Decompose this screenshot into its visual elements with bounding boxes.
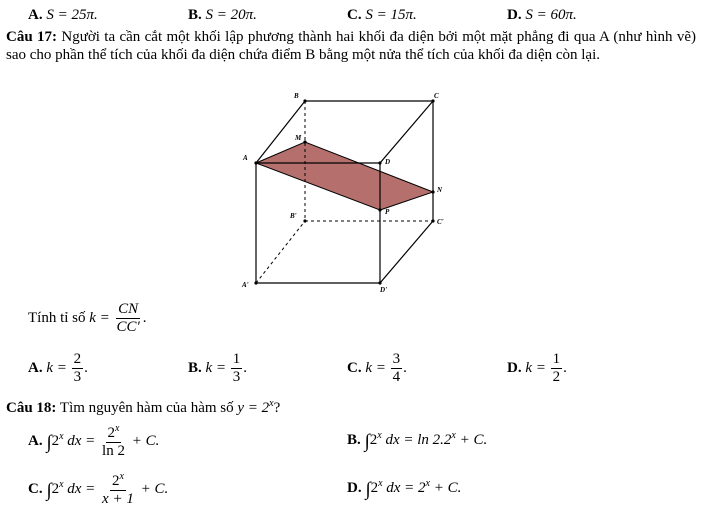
label-d1: D' [380, 286, 387, 293]
answer-label: B. [347, 432, 361, 448]
fraction-denominator: ln 2 [102, 443, 125, 459]
integral-sign: ∫ [46, 479, 52, 501]
fraction-numerator: CN [118, 301, 139, 317]
answer-label: A. [28, 432, 43, 449]
fraction-denominator: x + 1 [102, 491, 134, 507]
answer-label: A. [28, 7, 43, 23]
integrand-base: 2 [51, 432, 60, 449]
integral-sign: ∫ [364, 431, 370, 452]
answer-prefix: k = [525, 359, 546, 376]
point-p [378, 208, 381, 211]
answer-label: C. [28, 480, 43, 497]
constant: + C. [433, 480, 462, 496]
q16-answer-d[interactable] [507, 7, 577, 24]
q16-answer-b[interactable] [188, 7, 257, 24]
ratio-prefix: Tính tỉ số [28, 309, 86, 326]
integrand-exponent: x [378, 478, 383, 489]
q18-answer-a[interactable] [28, 424, 159, 459]
question-suffix: ? [273, 400, 281, 416]
cutting-section [256, 142, 433, 210]
function-base: y = 2 [237, 400, 270, 416]
q17-answer-a[interactable]: A. k = $\frac{2}{3}$ . [28, 351, 88, 385]
differential: dx = [67, 480, 96, 497]
q17-ratio: Tính tỉ số k = $\frac{CN}{CC'}$ . [28, 301, 147, 335]
label-m: M [295, 134, 302, 142]
edge-a1b1-hidden [256, 221, 305, 283]
fraction-denominator: 2 [552, 369, 561, 385]
answer-label: D. [507, 359, 522, 376]
answer-prefix: k = [46, 359, 67, 376]
q18-answer-d[interactable] [347, 478, 461, 501]
ratio-fraction [115, 302, 142, 335]
question-text: Người ta cần cắt một khối lập phương thành hai khối đa diện bởi một mặt phẳng đi qua A (như hình vẽ) sao cho phần thể tích của khối đa diện chứa điểm B bằng một nửa thể tích của khối đa diện còn lại. [6, 29, 697, 63]
point-d [378, 161, 381, 164]
answer-label: D. [507, 7, 522, 23]
fraction-numerator [106, 424, 122, 443]
ratio-var: k = [89, 309, 110, 326]
fraction-denominator: 3 [232, 369, 241, 385]
q17-answer-b[interactable]: B. k = $\frac{1}{3}$ . [188, 351, 248, 385]
label-d: D [385, 158, 391, 166]
label-c: C [434, 92, 439, 100]
constant: + C. [459, 432, 488, 448]
integrand-exponent: x [59, 430, 64, 442]
answer-fraction [391, 352, 403, 385]
integrand-exponent: x [377, 430, 382, 441]
q18-statement [6, 398, 280, 417]
fraction-numerator: 3 [392, 351, 401, 367]
integrand-exponent: x [59, 478, 64, 490]
point-m [303, 140, 306, 143]
answer-prefix: k = [205, 359, 227, 376]
fraction-numerator [110, 472, 126, 491]
question-number: Câu 18: [6, 400, 57, 416]
answer-label: A. [28, 359, 43, 376]
label-c1: C' [437, 218, 444, 226]
constant: + C. [131, 432, 160, 449]
fraction-numerator: 1 [232, 351, 241, 367]
answer-label: B. [188, 359, 202, 376]
point-d1 [378, 281, 381, 284]
answer-text: S = 15π. [365, 7, 417, 23]
answer-text: S = 25π. [46, 7, 98, 23]
point-a [254, 161, 257, 164]
result-exponent: x [425, 478, 430, 489]
fraction-denominator: CC' [116, 319, 140, 335]
answer-fraction [72, 352, 84, 385]
edge-dc [380, 101, 433, 163]
fraction-denominator: 3 [73, 369, 82, 385]
numerator-base: 2 [111, 473, 120, 489]
edge-d1c1 [380, 221, 433, 283]
answer-fraction [551, 352, 563, 385]
integral-sign: ∫ [365, 479, 371, 500]
label-a1: A' [242, 281, 249, 289]
answer-fraction [100, 424, 127, 459]
numerator-exponent: x [115, 423, 120, 434]
answer-text: S = 60π. [525, 7, 577, 23]
numerator-base: 2 [107, 425, 116, 441]
fraction-denominator: 4 [392, 369, 401, 385]
answer-label: C. [347, 7, 362, 23]
point-n [431, 190, 434, 193]
q17-answer-c[interactable]: C. k = $\frac{3}{4}$ . [347, 351, 407, 385]
result-exponent: x [451, 430, 456, 441]
label-a: A [243, 154, 248, 162]
point-b [303, 99, 306, 102]
numerator-exponent: x [119, 471, 124, 482]
function-exponent: x [269, 398, 274, 409]
label-b1: B' [290, 212, 297, 220]
question-text: Tìm nguyên hàm của hàm số [59, 400, 234, 416]
answer-label: C. [347, 359, 362, 376]
answer-prefix: k = [365, 359, 386, 376]
q17-statement [6, 28, 696, 64]
integrand-base: 2 [370, 480, 379, 496]
function-expression [237, 400, 273, 416]
answer-label: B. [188, 7, 202, 23]
fraction-numerator: 1 [552, 351, 561, 367]
label-n: N [437, 186, 443, 194]
label-p: P [385, 208, 390, 216]
answer-fraction [231, 352, 243, 385]
point-c1 [431, 219, 434, 222]
q16-answer-a[interactable] [28, 7, 98, 24]
question-number: Câu 17: [6, 29, 58, 45]
point-a1 [254, 281, 257, 284]
answer-label: D. [347, 480, 362, 496]
q16-answer-c[interactable] [347, 7, 417, 24]
integrand-base: 2 [51, 480, 60, 497]
integrand-base: 2 [369, 432, 378, 448]
constant: + C. [140, 480, 169, 497]
integral-sign: ∫ [46, 431, 52, 453]
answer-text: S = 20π. [205, 7, 257, 23]
cube-figure [230, 88, 450, 293]
differential: dx = [67, 432, 96, 449]
q18-answer-c[interactable] [28, 472, 168, 507]
q17-answer-d[interactable]: D. k = $\frac{1}{2}$ . [507, 351, 567, 385]
label-b: B [294, 92, 299, 100]
answer-fraction [100, 472, 136, 507]
q18-answer-b[interactable] [347, 430, 487, 453]
point-b1 [303, 219, 306, 222]
differential: dx = ln 2.2 [385, 432, 452, 448]
fraction-numerator: 2 [73, 351, 82, 367]
differential: dx = 2 [386, 480, 426, 496]
